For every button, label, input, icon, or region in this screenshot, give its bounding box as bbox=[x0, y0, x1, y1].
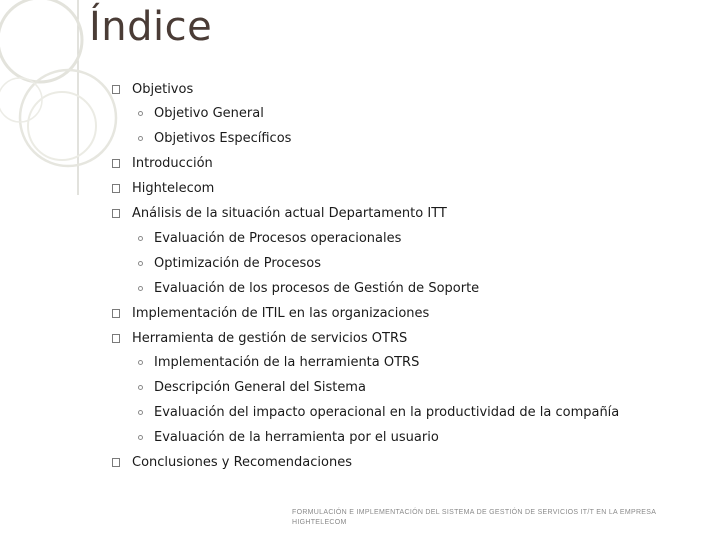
outline-item bbox=[138, 227, 401, 249]
outline-item-label: Evaluación de los procesos de Gestión de Soporte bbox=[154, 280, 480, 296]
outline-item bbox=[112, 327, 407, 349]
outline-item bbox=[138, 402, 619, 424]
outline-item-label: Hightelecom bbox=[132, 181, 215, 197]
slide-footer: FORMULACIÓN E IMPLEMENTACIÓN DEL SISTEMA DE GESTIÓN DE SERVICIOS IT/T EN LA EMPRESA HIGHTELECOM bbox=[292, 509, 656, 526]
square-bullet-icon bbox=[112, 209, 120, 218]
outline-item-label: Conclusiones y Recomendaciones bbox=[132, 455, 352, 470]
square-bullet-icon bbox=[112, 159, 120, 168]
outline-item-label: Evaluación del impacto operacional en la productividad de la compañía bbox=[154, 405, 620, 421]
outline-item-label: Optimización de Procesos bbox=[154, 255, 321, 271]
outline-item-label: Objetivo General bbox=[154, 106, 264, 122]
circle-bullet-icon bbox=[138, 410, 143, 415]
square-bullet-icon bbox=[112, 309, 120, 318]
outline-item bbox=[112, 178, 214, 200]
circle-bullet-icon bbox=[138, 261, 143, 266]
circle-bullet-icon bbox=[138, 435, 143, 440]
outline-item-label: Herramienta de gestión de servicios OTRS bbox=[132, 330, 408, 346]
square-bullet-icon bbox=[112, 334, 120, 343]
outline-item bbox=[138, 103, 264, 125]
outline-item-label: Implementación de ITIL en las organizaciones bbox=[132, 305, 430, 321]
outline-item bbox=[112, 153, 213, 175]
outline-item bbox=[112, 78, 193, 100]
circle-bullet-icon bbox=[138, 136, 143, 141]
outline-item-label: Objetivos bbox=[132, 81, 194, 97]
outline-item bbox=[138, 277, 479, 299]
outline-item bbox=[138, 352, 419, 374]
outline-item bbox=[138, 128, 291, 150]
outline-item-label: Objetivos Específicos bbox=[154, 131, 292, 147]
outline-item bbox=[112, 203, 447, 225]
square-bullet-icon bbox=[112, 85, 120, 94]
square-bullet-icon bbox=[112, 184, 120, 193]
square-bullet-icon bbox=[112, 458, 120, 467]
circle-bullet-icon bbox=[138, 360, 143, 365]
circle-bullet-icon bbox=[138, 385, 143, 390]
outline-item bbox=[138, 252, 321, 274]
slide-title: Índice bbox=[89, 4, 213, 50]
outline-item bbox=[112, 452, 352, 474]
outline-item-label: Introducción bbox=[132, 156, 213, 172]
outline-item-label: Análisis de la situación actual Departamento ITT bbox=[132, 206, 447, 221]
outline-item-label: Evaluación de Procesos operacionales bbox=[154, 230, 402, 246]
outline-item bbox=[138, 377, 366, 399]
circle-bullet-icon bbox=[138, 111, 143, 116]
outline-item-label: Evaluación de la herramienta por el usuario bbox=[154, 430, 439, 446]
outline-item bbox=[138, 427, 439, 449]
circle-bullet-icon bbox=[138, 286, 143, 291]
outline-item-label: Implementación de la herramienta OTRS bbox=[154, 355, 420, 371]
circle-bullet-icon bbox=[138, 236, 143, 241]
outline-item-label: Descripción General del Sistema bbox=[154, 380, 366, 396]
outline-item bbox=[112, 302, 429, 324]
